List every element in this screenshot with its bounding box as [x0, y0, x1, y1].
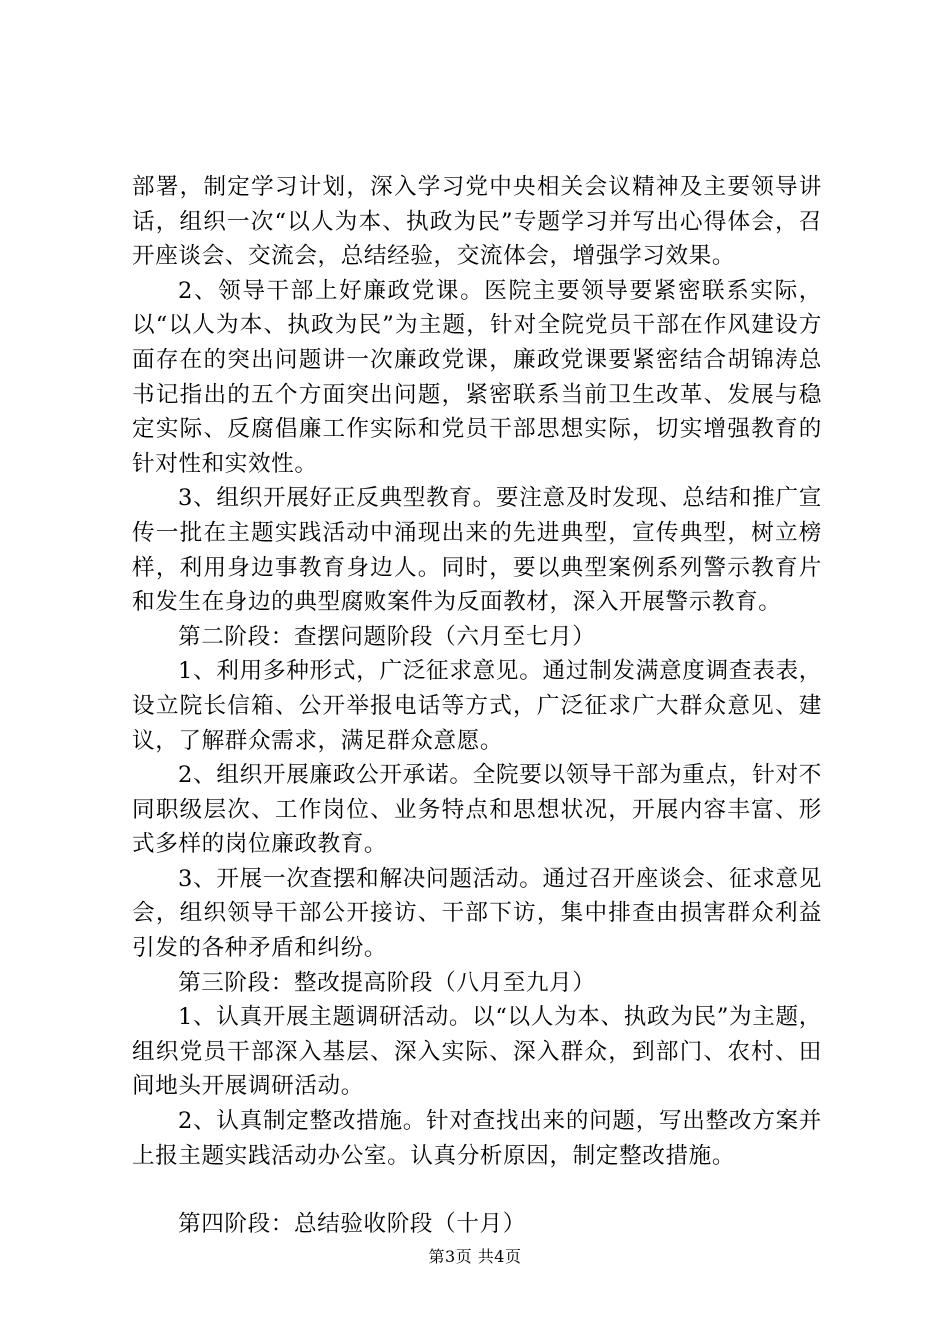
paragraph-typical-education: 3、组织开展好正反典型教育。要注意及时发现、总结和推广宣传一批在主题实践活动中涌现出来的先进典型，宣传典型，树立榜样，利用身边事教育身边人。同时，要以典型案例系列警示教育片和发生在身边的典型腐败案件为反面教材，深入开展警示教育。 [132, 485, 822, 616]
paragraph-study-deployment: 部署，制定学习计划，深入学习党中央相关会议精神及主要领导讲话，组织一次“以人为本、执政为民”专题学习并写出心得体会，召开座谈会、交流会，总结经验，交流体会，增强学习效果。 [132, 174, 822, 270]
paragraph-public-commitment: 2、组织开展廉政公开承诺。全院要以领导干部为重点，针对不同职级层次、工作岗位、业务特点和思想状况，开展内容丰富、形式多样的岗位廉政教育。 [132, 762, 822, 858]
paragraph-collect-opinions: 1、利用多种形式，广泛征求意见。通过制发满意度调查表表，设立院长信箱、公开举报电话等方式，广泛征求广大群众意见、建议，了解群众需求，满足群众意愿。 [132, 658, 822, 754]
document-body [132, 170, 822, 1242]
heading-stage-three: 第三阶段：整改提高阶段（八月至九月） [178, 969, 596, 996]
paragraph-rectification-measures: 2、认真制定整改措施。针对查找出来的问题，写出整改方案并上报主题实践活动办公室。认真分析原因，制定整改措施。 [132, 1108, 822, 1169]
page-number-footer: 第3页 共4页 [428, 1247, 522, 1266]
paragraph-integrity-lecture: 2、领导干部上好廉政党课。医院主要领导要紧密联系实际，以“以人为本、执政为民”为主题，针对全院党员干部在作风建设方面存在的突出问题讲一次廉政党课，廉政党课要紧密结合胡锦涛总书记指出的五个方面突出问题，紧密联系当前卫生改革、发展与稳定实际、反腐倡廉工作实际和党员干部思想实际，切实增强教育的针对性和实效性。 [132, 277, 822, 477]
paragraph-research-activity: 1、认真开展主题调研活动。以“以人为本、执政为民”为主题，组织党员干部深入基层、深入实际、深入群众，到部门、农村、田间地头开展调研活动。 [132, 1004, 822, 1100]
heading-stage-four: 第四阶段：总结验收阶段（十月） [178, 1211, 526, 1238]
paragraph-solve-problems: 3、开展一次查摆和解决问题活动。通过召开座谈会、征求意见会，组织领导干部公开接访、干部下访，集中排查由损害群众利益引发的各种矛盾和纠纷。 [132, 865, 822, 962]
heading-stage-two: 第二阶段：查摆问题阶段（六月至七月） [178, 623, 596, 650]
